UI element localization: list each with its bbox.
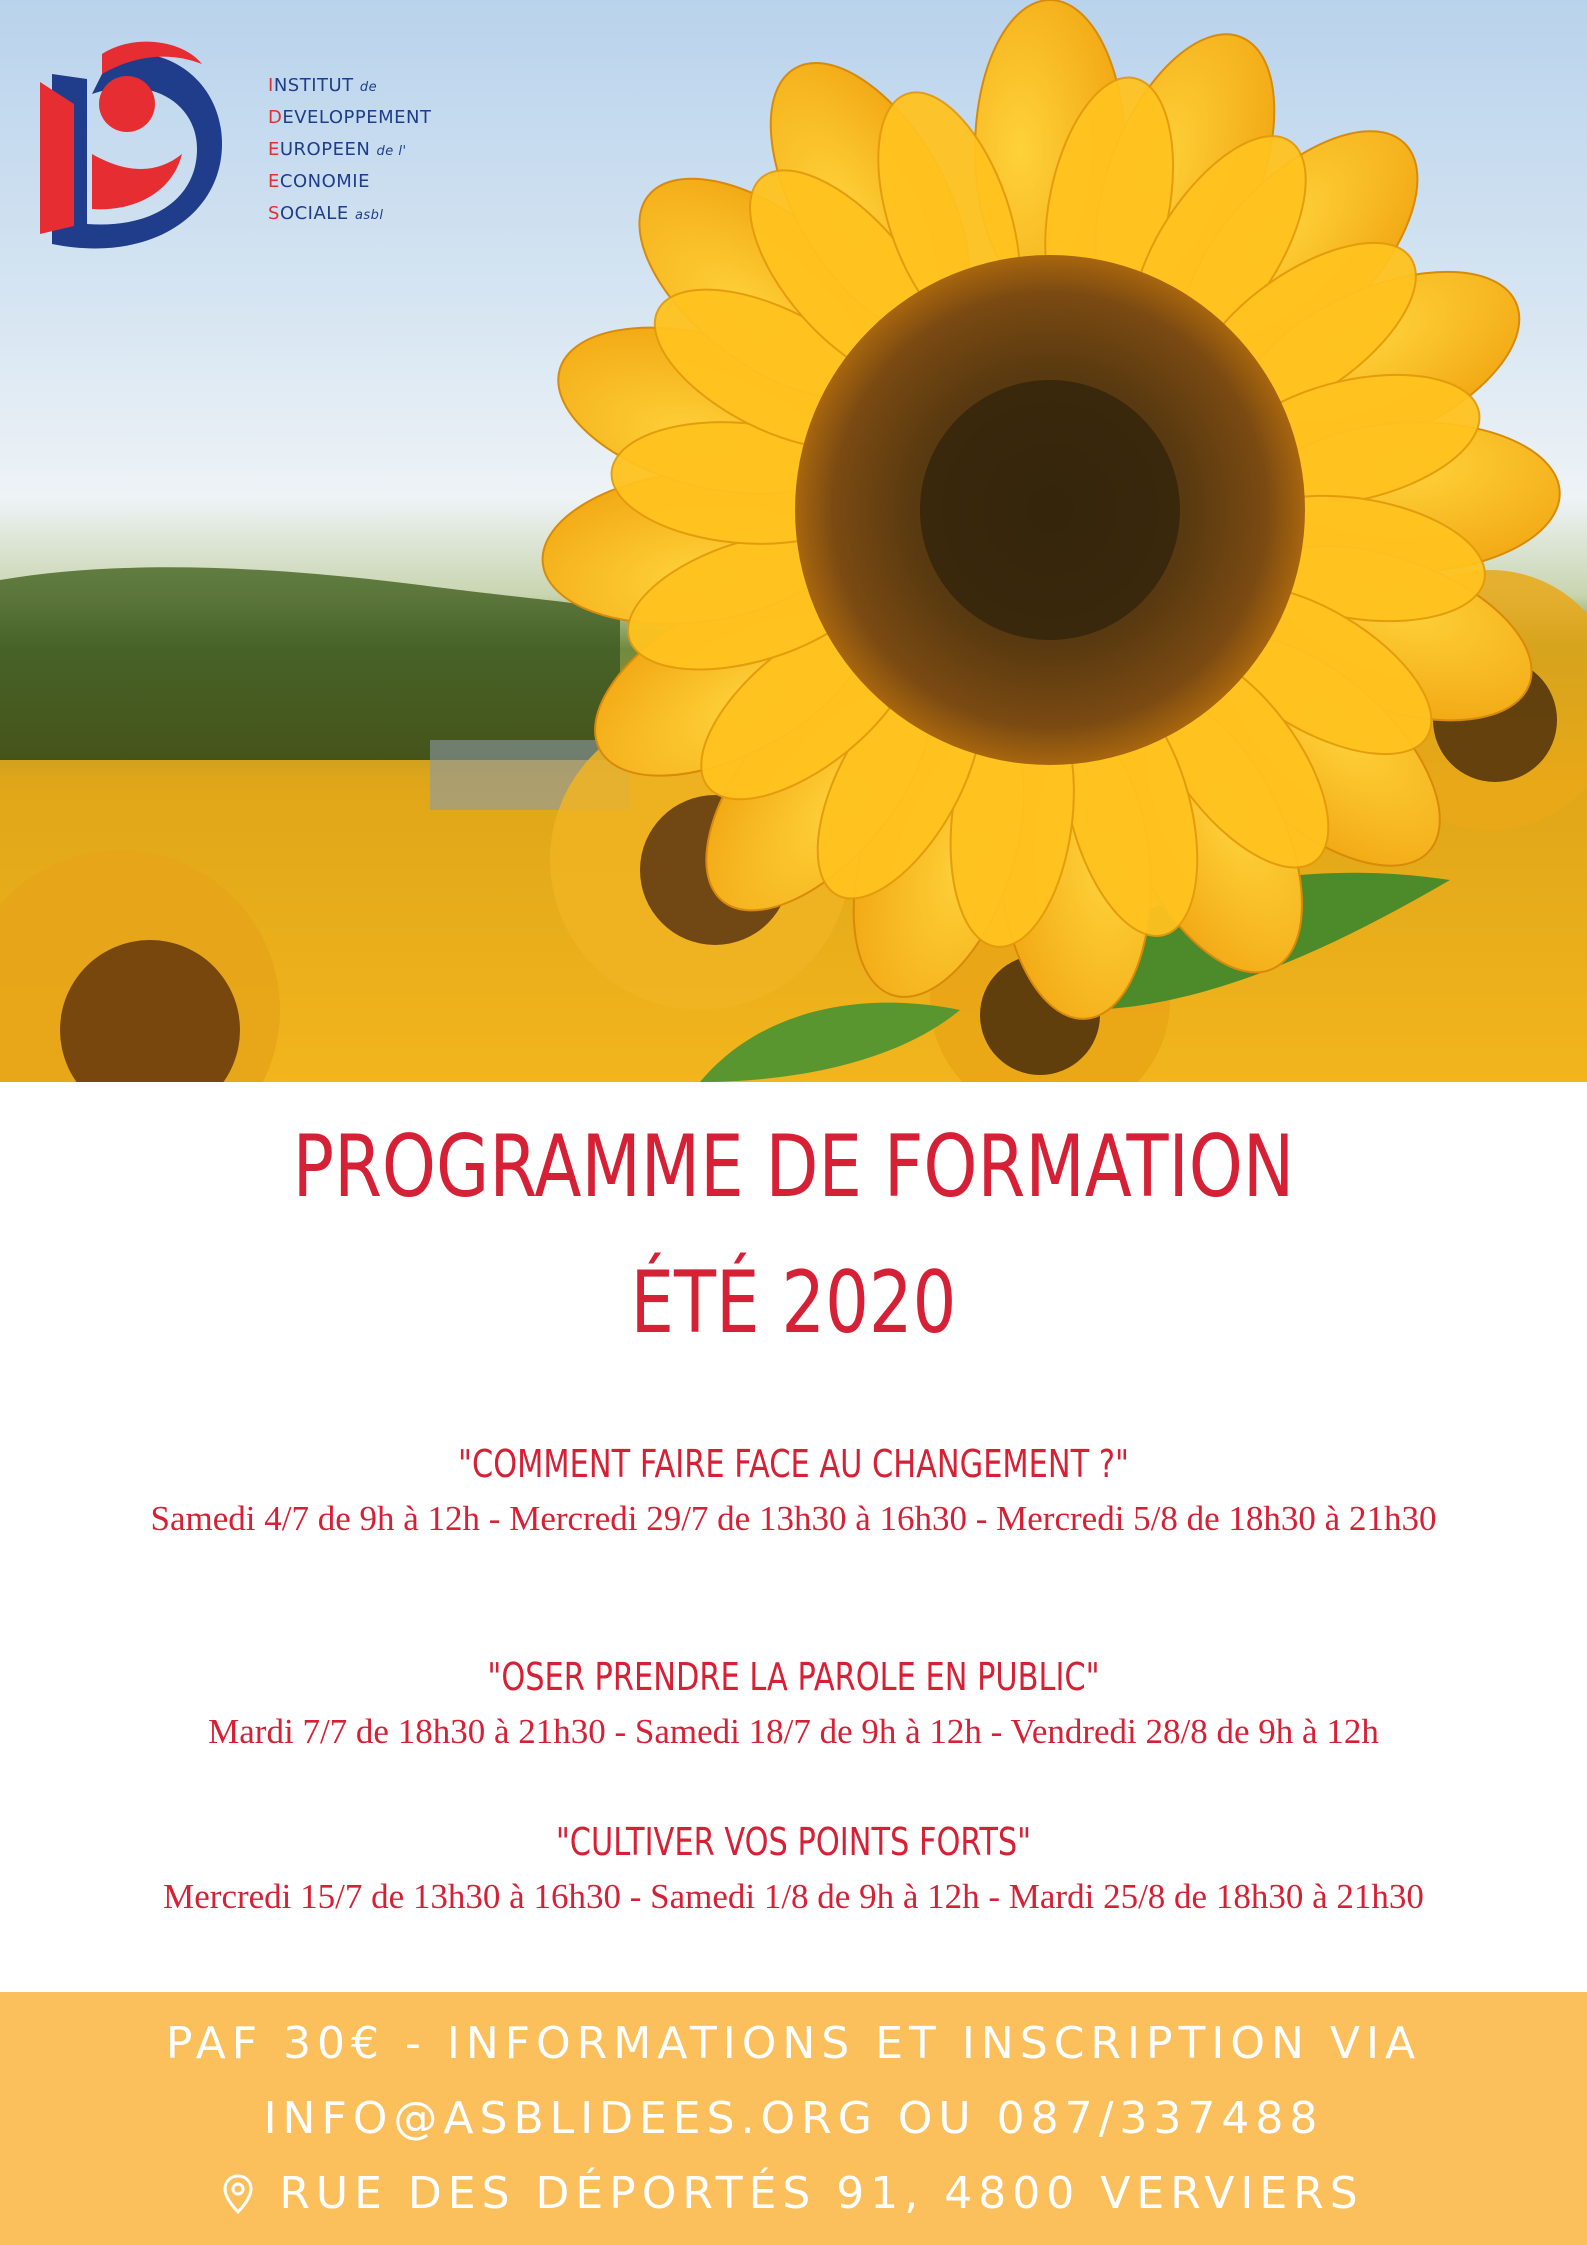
course-dates: Mardi 7/7 de 18h30 à 21h30 - Samedi 18/7 de 9h à 12h - Vendredi 28/8 de 9h à 12h: [208, 1712, 1379, 1751]
hero-sunflower-image: [0, 0, 1587, 1082]
footer-address-text: RUE DES DÉPORTÉS 91, 4800 VERVIERS: [279, 2168, 1364, 2219]
sunflower-illustration: [0, 0, 1587, 1082]
course-title: "COMMENT FAIRE FACE AU CHANGEMENT ?": [458, 1442, 1129, 1486]
org-initial: I: [268, 75, 274, 96]
org-word: CONOMIE: [279, 171, 370, 192]
course-3: [0, 1820, 1587, 1922]
org-initial: E: [268, 139, 280, 160]
location-pin-icon: [223, 2174, 253, 2214]
org-initial: E: [268, 171, 280, 192]
org-word: OCIALE: [279, 203, 349, 224]
footer-address: [0, 2168, 1587, 2219]
footer-contact[interactable]: INFO@ASBLIDEES.ORG OU 087/337488: [263, 2093, 1324, 2144]
ideeS-logo-icon: [32, 34, 232, 266]
org-line-4: [268, 166, 528, 198]
org-word: UROPEEN: [279, 139, 371, 160]
org-initial: D: [268, 107, 283, 128]
course-title: "OSER PRENDRE LA PAROLE EN PUBLIC": [487, 1655, 1100, 1699]
course-2: [0, 1655, 1587, 1757]
org-suffix: de l': [376, 144, 407, 159]
organization-name: [268, 70, 528, 230]
course-1: [0, 1442, 1587, 1544]
course-dates: Samedi 4/7 de 9h à 12h - Mercredi 29/7 de 13h30 à 16h30 - Mercredi 5/8 de 18h30 à 21h30: [150, 1499, 1437, 1538]
org-initial: S: [268, 203, 280, 224]
org-line-1: [268, 70, 528, 102]
course-title: "CULTIVER VOS POINTS FORTS": [555, 1820, 1032, 1864]
footer-price-info: PAF 30€ - INFORMATIONS ET INSCRIPTION VIA: [165, 2018, 1422, 2069]
org-word: NSTITUT: [273, 75, 354, 96]
course-dates: Mercredi 15/7 de 13h30 à 16h30 - Samedi 1/8 de 9h à 12h - Mardi 25/8 de 18h30 à 21h30: [163, 1877, 1424, 1916]
org-line-5: [268, 198, 528, 230]
page-subtitle: ÉTÉ 2020: [630, 1253, 957, 1353]
org-line-3: [268, 134, 528, 166]
org-word: EVELOPPEMENT: [282, 107, 432, 128]
page-title: PROGRAMME DE FORMATION: [292, 1117, 1295, 1217]
org-suffix: de: [359, 80, 378, 95]
org-line-2: [268, 102, 528, 134]
org-suffix: asbl: [354, 208, 384, 223]
